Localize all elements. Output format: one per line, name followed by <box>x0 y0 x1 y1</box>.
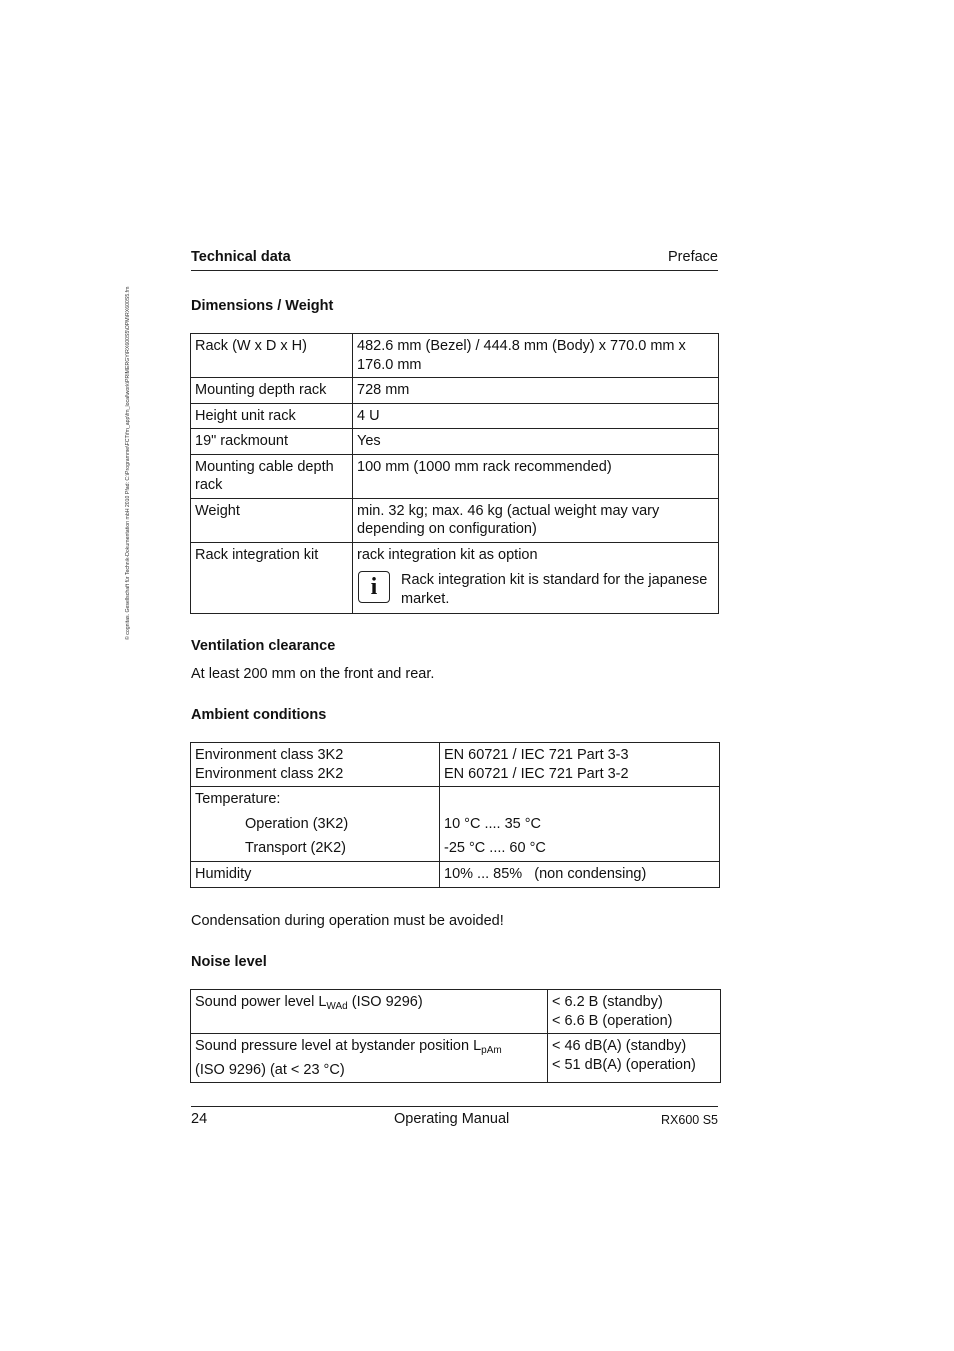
dimensions-table <box>190 333 719 614</box>
env-class-3k2: Environment class 3K2 <box>195 747 344 763</box>
page-number: 24 <box>191 1111 208 1127</box>
sound-pressure-suffix: (ISO 9296) (at < 23 °C) <box>195 1061 345 1078</box>
condensation-text: Condensation during operation must be avoided! <box>191 913 504 929</box>
noise-table <box>190 989 721 1083</box>
row-label: Rack (W x D x H) <box>191 334 353 378</box>
temperature-values-cell <box>440 787 720 862</box>
env-standard-2k2: EN 60721 / IEC 721 Part 3-2 <box>444 765 629 782</box>
row-value: 728 mm <box>353 378 719 404</box>
sound-pressure-label <box>191 1034 548 1083</box>
sound-pressure-subscript: pAm <box>481 1045 502 1056</box>
row-value: min. 32 kg; max. 46 kg (actual weight may vary depending on configuration) <box>353 498 719 542</box>
sound-power-suffix: (ISO 9296) <box>347 994 423 1010</box>
sound-pressure-standby: < 46 dB(A) (standby) <box>552 1038 687 1054</box>
env-standard-cell <box>440 743 720 787</box>
env-standard-3k2: EN 60721 / IEC 721 Part 3-3 <box>444 747 629 763</box>
dimensions-heading: Dimensions / Weight <box>191 298 334 314</box>
humidity-label: Humidity <box>191 862 440 888</box>
row-label: Height unit rack <box>191 403 353 429</box>
header-section-title: Technical data <box>191 249 291 265</box>
info-icon: i <box>358 571 390 603</box>
noise-heading: Noise level <box>191 954 267 970</box>
sound-power-label <box>191 990 548 1034</box>
page-header <box>191 248 718 271</box>
sound-power-operation: < 6.6 B (operation) <box>552 1012 673 1029</box>
sound-power-values <box>548 990 721 1034</box>
row-label: Mounting cable depth rack <box>191 454 353 498</box>
sound-power-subscript: WAd <box>326 1001 348 1012</box>
ventilation-heading: Ventilation clearance <box>191 638 336 654</box>
env-class-2k2: Environment class 2K2 <box>195 765 344 782</box>
row-value: Yes <box>353 429 719 455</box>
table-row <box>191 403 719 429</box>
sound-pressure-text: Sound pressure level at bystander position L <box>195 1038 482 1054</box>
table-row <box>191 498 719 542</box>
humidity-value: 10% ... 85% (non condensing) <box>440 862 720 888</box>
row-label: Weight <box>191 498 353 542</box>
table-row <box>191 1034 721 1083</box>
table-row <box>191 787 720 862</box>
side-copyright-text: © cognitas. Gesellschaft für Technik-Dokumentation mbH 2010 Pfad: C:\Programme\FCT\fm_app\fm_local\work\PRIMERGY\RX600S5\OPM\RX600S5.fm <box>125 286 131 640</box>
table-row <box>191 454 719 498</box>
operation-label: Operation (3K2) <box>245 815 349 832</box>
table-row <box>191 862 720 888</box>
footer-manual-title: Operating Manual <box>394 1111 510 1127</box>
temperature-blank <box>444 790 715 809</box>
transport-label: Transport (2K2) <box>245 840 346 856</box>
operation-value: 10 °C .... 35 °C <box>444 815 542 832</box>
row-label: Rack integration kit <box>191 542 353 613</box>
side-copyright-note <box>121 240 135 640</box>
page-footer <box>191 1106 718 1133</box>
info-note-text: Rack integration kit is standard for the japanese market. <box>401 572 708 607</box>
row-value <box>353 542 719 613</box>
row-label: Mounting depth rack <box>191 378 353 404</box>
table-row <box>191 743 720 787</box>
info-note <box>357 571 714 608</box>
ambient-table <box>190 742 720 888</box>
table-row <box>191 334 719 378</box>
sound-pressure-values <box>548 1034 721 1083</box>
row-value: 100 mm (1000 mm rack recommended) <box>353 454 719 498</box>
temperature-label: Temperature: <box>195 791 281 807</box>
table-row <box>191 990 721 1034</box>
footer-product: RX600 S5 <box>661 1113 718 1127</box>
table-row <box>191 429 719 455</box>
row-label: 19" rackmount <box>191 429 353 455</box>
table-row <box>191 542 719 613</box>
ventilation-text: At least 200 mm on the front and rear. <box>191 666 435 682</box>
table-row <box>191 378 719 404</box>
header-chapter: Preface <box>668 249 718 265</box>
row-value: 4 U <box>353 403 719 429</box>
env-class-cell <box>191 743 440 787</box>
rack-kit-value: rack integration kit as option <box>357 546 538 563</box>
sound-pressure-operation: < 51 dB(A) (operation) <box>552 1056 696 1073</box>
temperature-cell <box>191 787 440 862</box>
row-value: 482.6 mm (Bezel) / 444.8 mm (Body) x 770.0 mm x 176.0 mm <box>353 334 719 378</box>
transport-value: -25 °C .... 60 °C <box>444 840 546 856</box>
sound-power-standby: < 6.2 B (standby) <box>552 994 663 1010</box>
ambient-heading: Ambient conditions <box>191 707 327 723</box>
sound-power-text: Sound power level L <box>195 994 327 1010</box>
